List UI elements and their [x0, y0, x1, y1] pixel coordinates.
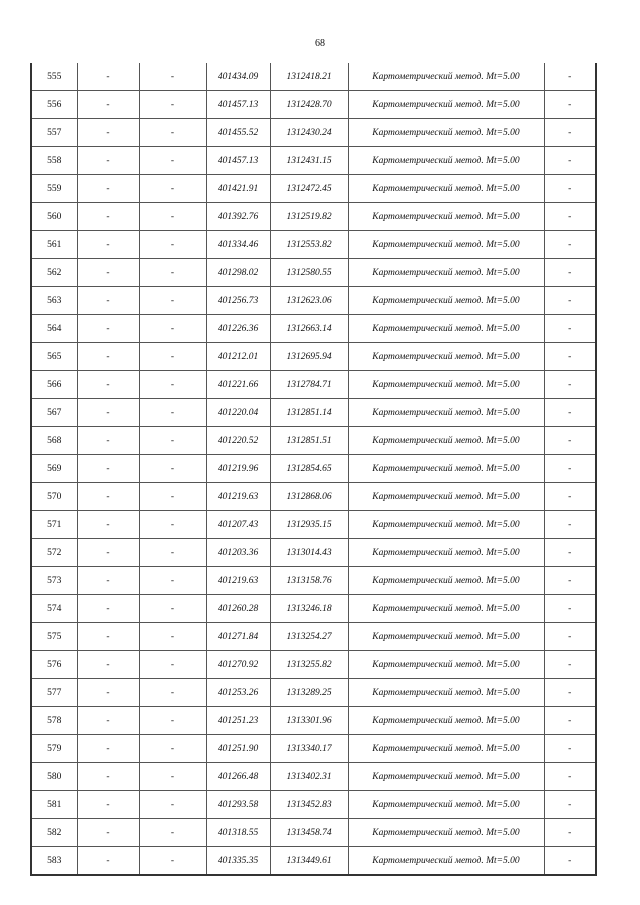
cell-prev-x: - [77, 119, 139, 147]
table-row [31, 847, 596, 876]
cell-description: - [544, 119, 596, 147]
table-row [31, 791, 596, 819]
table-row [31, 511, 596, 539]
cell-point-number: 574 [31, 595, 77, 623]
cell-x-coordinate: 401212.01 [206, 343, 270, 371]
cell-x-coordinate: 401318.55 [206, 819, 270, 847]
cell-description: - [544, 483, 596, 511]
cell-method: Картометрический метод. Mt=5.00 [348, 259, 544, 287]
cell-point-number: 579 [31, 735, 77, 763]
cell-x-coordinate: 401457.13 [206, 147, 270, 175]
cell-x-coordinate: 401455.52 [206, 119, 270, 147]
cell-prev-x: - [77, 763, 139, 791]
page-number: 68 [315, 38, 325, 49]
cell-point-number: 583 [31, 847, 77, 876]
cell-prev-y: - [139, 735, 206, 763]
cell-description: - [544, 63, 596, 91]
cell-x-coordinate: 401253.26 [206, 679, 270, 707]
cell-y-coordinate: 1312851.14 [270, 399, 348, 427]
cell-prev-y: - [139, 455, 206, 483]
cell-prev-y: - [139, 147, 206, 175]
cell-y-coordinate: 1312519.82 [270, 203, 348, 231]
cell-description: - [544, 427, 596, 455]
cell-prev-y: - [139, 567, 206, 595]
cell-x-coordinate: 401434.09 [206, 63, 270, 91]
cell-y-coordinate: 1312854.65 [270, 455, 348, 483]
table-row [31, 623, 596, 651]
cell-method: Картометрический метод. Mt=5.00 [348, 539, 544, 567]
cell-description: - [544, 595, 596, 623]
cell-prev-y: - [139, 679, 206, 707]
cell-prev-y: - [139, 511, 206, 539]
cell-point-number: 566 [31, 371, 77, 399]
cell-point-number: 575 [31, 623, 77, 651]
cell-prev-x: - [77, 651, 139, 679]
cell-x-coordinate: 401219.63 [206, 483, 270, 511]
cell-prev-y: - [139, 371, 206, 399]
cell-description: - [544, 511, 596, 539]
table-row [31, 483, 596, 511]
cell-x-coordinate: 401203.36 [206, 539, 270, 567]
cell-y-coordinate: 1312695.94 [270, 343, 348, 371]
table-row [31, 259, 596, 287]
cell-prev-x: - [77, 91, 139, 119]
cell-method: Картометрический метод. Mt=5.00 [348, 91, 544, 119]
cell-prev-x: - [77, 455, 139, 483]
table-row [31, 231, 596, 259]
cell-prev-y: - [139, 119, 206, 147]
cell-point-number: 576 [31, 651, 77, 679]
cell-description: - [544, 847, 596, 876]
cell-x-coordinate: 401256.73 [206, 287, 270, 315]
cell-point-number: 562 [31, 259, 77, 287]
cell-y-coordinate: 1313340.17 [270, 735, 348, 763]
cell-y-coordinate: 1312580.55 [270, 259, 348, 287]
cell-method: Картометрический метод. Mt=5.00 [348, 819, 544, 847]
cell-prev-y: - [139, 203, 206, 231]
cell-method: Картометрический метод. Mt=5.00 [348, 623, 544, 651]
cell-method: Картометрический метод. Mt=5.00 [348, 595, 544, 623]
cell-x-coordinate: 401221.66 [206, 371, 270, 399]
cell-x-coordinate: 401334.46 [206, 231, 270, 259]
cell-point-number: 563 [31, 287, 77, 315]
cell-point-number: 556 [31, 91, 77, 119]
cell-method: Картометрический метод. Mt=5.00 [348, 203, 544, 231]
cell-y-coordinate: 1312472.45 [270, 175, 348, 203]
cell-prev-x: - [77, 343, 139, 371]
cell-description: - [544, 91, 596, 119]
cell-y-coordinate: 1313402.31 [270, 763, 348, 791]
cell-point-number: 571 [31, 511, 77, 539]
cell-prev-y: - [139, 315, 206, 343]
cell-method: Картометрический метод. Mt=5.00 [348, 147, 544, 175]
cell-method: Картометрический метод. Mt=5.00 [348, 63, 544, 91]
cell-prev-y: - [139, 847, 206, 876]
cell-description: - [544, 791, 596, 819]
cell-method: Картометрический метод. Mt=5.00 [348, 287, 544, 315]
cell-prev-x: - [77, 483, 139, 511]
table-row [31, 679, 596, 707]
cell-description: - [544, 763, 596, 791]
cell-x-coordinate: 401251.23 [206, 707, 270, 735]
table-row [31, 399, 596, 427]
cell-prev-y: - [139, 91, 206, 119]
cell-prev-x: - [77, 287, 139, 315]
cell-method: Картометрический метод. Mt=5.00 [348, 567, 544, 595]
cell-prev-x: - [77, 147, 139, 175]
cell-method: Картометрический метод. Mt=5.00 [348, 175, 544, 203]
cell-prev-y: - [139, 763, 206, 791]
cell-prev-y: - [139, 791, 206, 819]
cell-point-number: 558 [31, 147, 77, 175]
cell-method: Картометрический метод. Mt=5.00 [348, 679, 544, 707]
cell-method: Картометрический метод. Mt=5.00 [348, 847, 544, 876]
cell-method: Картометрический метод. Mt=5.00 [348, 399, 544, 427]
cell-description: - [544, 455, 596, 483]
table-row [31, 651, 596, 679]
cell-x-coordinate: 401226.36 [206, 315, 270, 343]
cell-prev-x: - [77, 847, 139, 876]
cell-prev-x: - [77, 399, 139, 427]
cell-y-coordinate: 1313255.82 [270, 651, 348, 679]
cell-prev-x: - [77, 63, 139, 91]
cell-x-coordinate: 401260.28 [206, 595, 270, 623]
cell-method: Картометрический метод. Mt=5.00 [348, 483, 544, 511]
cell-description: - [544, 371, 596, 399]
table-row [31, 119, 596, 147]
cell-prev-x: - [77, 371, 139, 399]
cell-prev-y: - [139, 287, 206, 315]
cell-prev-x: - [77, 623, 139, 651]
cell-prev-y: - [139, 819, 206, 847]
cell-y-coordinate: 1313452.83 [270, 791, 348, 819]
cell-prev-y: - [139, 343, 206, 371]
table-row [31, 287, 596, 315]
cell-prev-y: - [139, 595, 206, 623]
cell-prev-x: - [77, 427, 139, 455]
cell-prev-y: - [139, 539, 206, 567]
cell-description: - [544, 147, 596, 175]
cell-prev-y: - [139, 651, 206, 679]
cell-description: - [544, 259, 596, 287]
cell-y-coordinate: 1313158.76 [270, 567, 348, 595]
table-row [31, 567, 596, 595]
coordinates-table-container [30, 63, 595, 876]
cell-prev-y: - [139, 259, 206, 287]
cell-method: Картометрический метод. Mt=5.00 [348, 343, 544, 371]
table-row [31, 63, 596, 91]
cell-y-coordinate: 1312623.06 [270, 287, 348, 315]
cell-description: - [544, 399, 596, 427]
cell-prev-x: - [77, 567, 139, 595]
cell-method: Картометрический метод. Mt=5.00 [348, 791, 544, 819]
cell-y-coordinate: 1313301.96 [270, 707, 348, 735]
cell-point-number: 581 [31, 791, 77, 819]
cell-x-coordinate: 401271.84 [206, 623, 270, 651]
cell-point-number: 573 [31, 567, 77, 595]
cell-description: - [544, 623, 596, 651]
cell-description: - [544, 567, 596, 595]
cell-method: Картометрический метод. Mt=5.00 [348, 651, 544, 679]
cell-method: Картометрический метод. Mt=5.00 [348, 427, 544, 455]
table-row [31, 819, 596, 847]
cell-description: - [544, 707, 596, 735]
cell-x-coordinate: 401220.04 [206, 399, 270, 427]
cell-prev-x: - [77, 707, 139, 735]
cell-x-coordinate: 401335.35 [206, 847, 270, 876]
cell-point-number: 555 [31, 63, 77, 91]
table-row [31, 343, 596, 371]
cell-point-number: 567 [31, 399, 77, 427]
cell-point-number: 578 [31, 707, 77, 735]
cell-point-number: 560 [31, 203, 77, 231]
cell-method: Картометрический метод. Mt=5.00 [348, 231, 544, 259]
table-row [31, 175, 596, 203]
cell-y-coordinate: 1313014.43 [270, 539, 348, 567]
cell-description: - [544, 175, 596, 203]
cell-point-number: 572 [31, 539, 77, 567]
cell-y-coordinate: 1312851.51 [270, 427, 348, 455]
cell-prev-x: - [77, 539, 139, 567]
coordinates-table [30, 63, 597, 876]
cell-y-coordinate: 1313458.74 [270, 819, 348, 847]
cell-prev-x: - [77, 595, 139, 623]
table-row [31, 203, 596, 231]
cell-y-coordinate: 1312428.70 [270, 91, 348, 119]
table-row [31, 763, 596, 791]
cell-prev-x: - [77, 231, 139, 259]
cell-x-coordinate: 401251.90 [206, 735, 270, 763]
cell-method: Картометрический метод. Mt=5.00 [348, 735, 544, 763]
cell-prev-x: - [77, 791, 139, 819]
cell-prev-x: - [77, 203, 139, 231]
cell-x-coordinate: 401220.52 [206, 427, 270, 455]
cell-y-coordinate: 1312430.24 [270, 119, 348, 147]
cell-method: Картометрический метод. Mt=5.00 [348, 763, 544, 791]
cell-method: Картометрический метод. Mt=5.00 [348, 707, 544, 735]
cell-x-coordinate: 401457.13 [206, 91, 270, 119]
cell-y-coordinate: 1313289.25 [270, 679, 348, 707]
table-row [31, 91, 596, 119]
cell-point-number: 580 [31, 763, 77, 791]
cell-x-coordinate: 401392.76 [206, 203, 270, 231]
cell-description: - [544, 287, 596, 315]
cell-description: - [544, 343, 596, 371]
cell-y-coordinate: 1312553.82 [270, 231, 348, 259]
cell-method: Картометрический метод. Mt=5.00 [348, 371, 544, 399]
cell-point-number: 569 [31, 455, 77, 483]
cell-prev-y: - [139, 175, 206, 203]
cell-method: Картометрический метод. Mt=5.00 [348, 315, 544, 343]
cell-prev-x: - [77, 259, 139, 287]
cell-y-coordinate: 1312418.21 [270, 63, 348, 91]
cell-description: - [544, 203, 596, 231]
cell-method: Картометрический метод. Mt=5.00 [348, 511, 544, 539]
cell-description: - [544, 735, 596, 763]
cell-description: - [544, 679, 596, 707]
cell-description: - [544, 651, 596, 679]
cell-point-number: 564 [31, 315, 77, 343]
cell-prev-y: - [139, 707, 206, 735]
cell-y-coordinate: 1312868.06 [270, 483, 348, 511]
table-row [31, 735, 596, 763]
cell-y-coordinate: 1312431.15 [270, 147, 348, 175]
cell-y-coordinate: 1312784.71 [270, 371, 348, 399]
cell-description: - [544, 315, 596, 343]
cell-prev-y: - [139, 427, 206, 455]
cell-description: - [544, 819, 596, 847]
cell-x-coordinate: 401293.58 [206, 791, 270, 819]
cell-x-coordinate: 401219.96 [206, 455, 270, 483]
cell-y-coordinate: 1312663.14 [270, 315, 348, 343]
cell-description: - [544, 231, 596, 259]
cell-point-number: 561 [31, 231, 77, 259]
cell-point-number: 582 [31, 819, 77, 847]
cell-x-coordinate: 401266.48 [206, 763, 270, 791]
cell-x-coordinate: 401421.91 [206, 175, 270, 203]
cell-x-coordinate: 401298.02 [206, 259, 270, 287]
cell-x-coordinate: 401270.92 [206, 651, 270, 679]
cell-prev-y: - [139, 483, 206, 511]
table-row [31, 371, 596, 399]
table-row [31, 427, 596, 455]
cell-x-coordinate: 401207.43 [206, 511, 270, 539]
cell-y-coordinate: 1313246.18 [270, 595, 348, 623]
cell-point-number: 577 [31, 679, 77, 707]
table-row [31, 595, 596, 623]
cell-prev-x: - [77, 175, 139, 203]
cell-prev-x: - [77, 315, 139, 343]
cell-point-number: 559 [31, 175, 77, 203]
coordinates-table-body [31, 63, 596, 875]
cell-y-coordinate: 1313449.61 [270, 847, 348, 876]
cell-point-number: 565 [31, 343, 77, 371]
table-row [31, 455, 596, 483]
cell-y-coordinate: 1312935.15 [270, 511, 348, 539]
cell-method: Картометрический метод. Mt=5.00 [348, 455, 544, 483]
cell-prev-x: - [77, 735, 139, 763]
table-row [31, 147, 596, 175]
cell-description: - [544, 539, 596, 567]
cell-prev-y: - [139, 63, 206, 91]
cell-prev-x: - [77, 511, 139, 539]
cell-method: Картометрический метод. Mt=5.00 [348, 119, 544, 147]
cell-prev-x: - [77, 819, 139, 847]
cell-point-number: 568 [31, 427, 77, 455]
cell-point-number: 557 [31, 119, 77, 147]
table-row [31, 539, 596, 567]
cell-prev-y: - [139, 399, 206, 427]
table-row [31, 707, 596, 735]
cell-prev-y: - [139, 623, 206, 651]
cell-prev-y: - [139, 231, 206, 259]
cell-prev-x: - [77, 679, 139, 707]
table-row [31, 315, 596, 343]
cell-point-number: 570 [31, 483, 77, 511]
cell-x-coordinate: 401219.63 [206, 567, 270, 595]
cell-y-coordinate: 1313254.27 [270, 623, 348, 651]
